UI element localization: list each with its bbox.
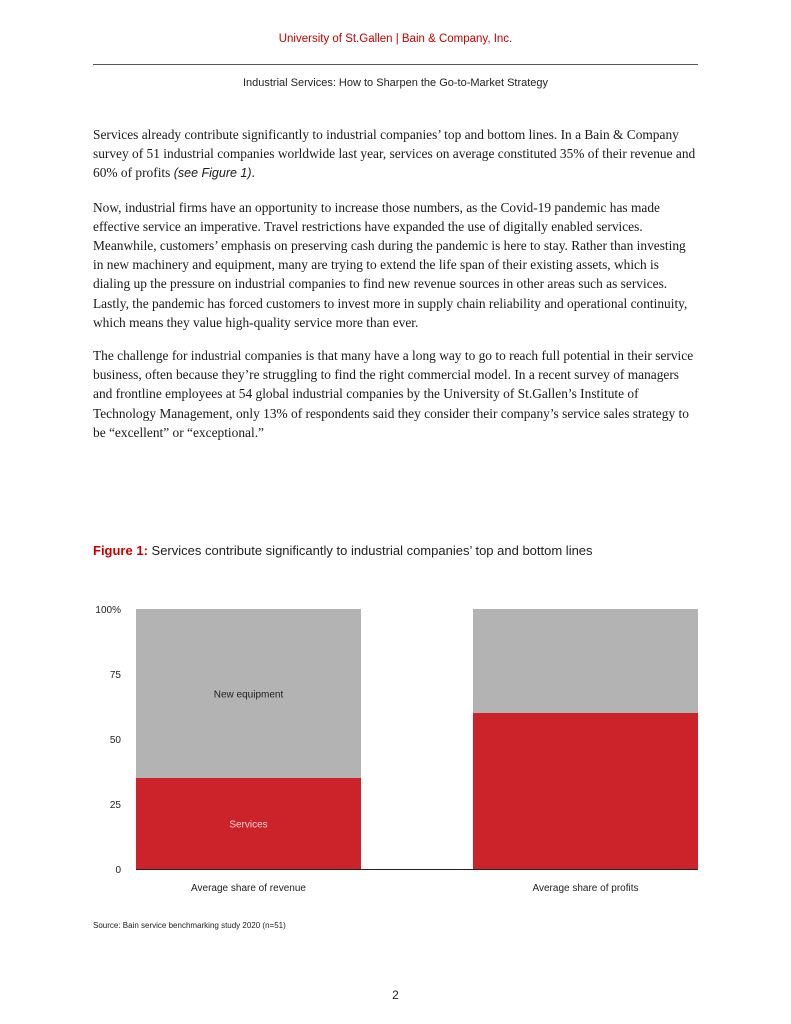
bar-services-2 <box>473 713 698 869</box>
paragraph-1-text: Services already contribute significantly to industrial companies’ top and bottom lines. In a Bain & Company survey of 51 industrial companies worldwide last year, services on average constituted 35% of their revenue and 60% of profits <box>93 127 696 181</box>
figure-title <box>93 543 713 558</box>
body-text <box>93 125 699 456</box>
y-tick-label: 25 <box>109 800 121 811</box>
y-tick-label: 75 <box>109 670 121 681</box>
figure-caption: Services contribute significantly to industrial companies’ top and bottom lines <box>147 543 593 558</box>
series-label-services: Services <box>229 819 268 831</box>
figure-reference: (see Figure 1) <box>173 166 252 181</box>
report-header: University of St.Gallen | Bain & Company, Inc. <box>278 33 513 45</box>
header-divider <box>93 64 698 65</box>
x-category-label: Average share of profits <box>532 883 639 894</box>
y-tick-label: 100% <box>95 605 121 616</box>
paragraph-3: The challenge for industrial companies is that many have a long way to go to reach full potential in their service business, often because they’re struggling to find the right commercial model. In a recent survey of managers and frontline employees at 54 global industrial companies by the University of St.Gallen’s Institute of Technology Management, only 13% of respondents said they consider their company’s service sales strategy to be “excellent” or “exceptional.” <box>93 348 694 440</box>
y-tick-label: 50 <box>109 735 121 746</box>
figure-source: Source: Bain service benchmarking study 2020 (n=51) <box>93 921 286 930</box>
y-tick-label: 0 <box>115 865 121 876</box>
x-category-label: Average share of revenue <box>191 883 306 894</box>
stacked-bar-chart <box>80 590 710 900</box>
paragraph-1-end: . <box>251 165 255 181</box>
page-number: 2 <box>392 988 399 1002</box>
series-label-new-equipment: New equipment <box>213 689 284 701</box>
bar-new-equipment-2 <box>473 609 698 713</box>
paragraph-1 <box>93 125 699 184</box>
report-subtitle: Industrial Services: How to Sharpen the Go-to-Market Strategy <box>242 77 549 89</box>
paragraph-2: Now, industrial firms have an opportunity to increase those numbers, as the Covid-19 pandemic has made effective service an imperative. Travel restrictions have expanded the use of digitally enabled services. Meanwhile, customers’ emphasis on preserving cash during the pandemic is here to stay. Rather than investing in new machinery and equipment, many are trying to extend the life span of their existing assets, which is dialing up the pressure on industrial companies to find new revenue sources in other areas such as services. Lastly, the pandemic has forced customers to invest more in supply chain reliability and operational continuity, which means they value high-quality service more than ever. <box>93 199 688 330</box>
figure-label: Figure 1: <box>93 543 148 558</box>
